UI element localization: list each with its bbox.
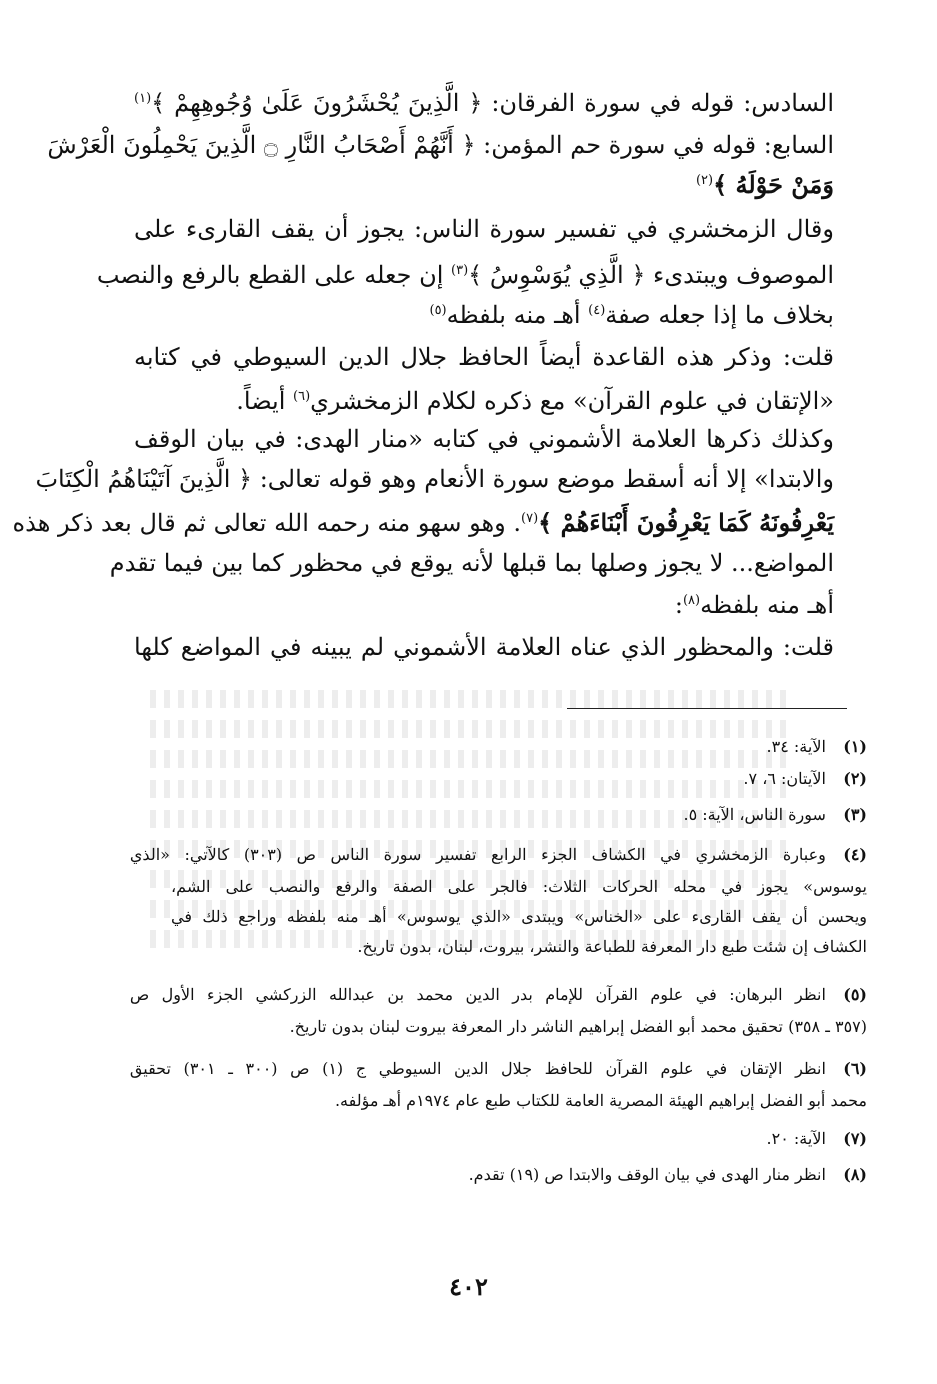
footnote-text: وعبارة الزمخشري في الكشاف الجزء الرابع تفسير سورة الناس ص (٣٠٣) كالآتي: «الذي [129, 845, 826, 864]
footnote-number: (٤) [843, 845, 867, 864]
footnote-ref[interactable]: (٨) [682, 593, 701, 608]
body-line: يَعْرِفُونَهُ كَمَا يَعْرِفُونَ أَبْنَاءَهُمْ ﴾$^{(٧)}$. وهو سهو منه رحمه الله تعالى ثم قال بعد ذكر هذه [12, 508, 834, 537]
body-line: أهـ منه بلفظه$^{(٨)}$: [674, 591, 834, 619]
footnote-item [132, 1160, 867, 1190]
footnote-item [132, 1124, 867, 1154]
body-line: قلت: وذكر هذه القاعدة أيضاً الحافظ جلال الدين السيوطي في كتابه [134, 343, 834, 371]
body-line: المواضع... لا يجوز وصلها بما قبلها لأنه يوقع في محظور كما بين فيما تقدم [109, 549, 834, 577]
footnote-item [129, 840, 867, 870]
footnote-number: (٧) [843, 1129, 867, 1148]
footnote-item [132, 764, 867, 794]
body-line: بخلاف ما إذا جعله صفة$^{(٤)}$ أهـ منه بلفظه$^{(٥)}$ [429, 301, 834, 329]
footnote-text: الآية: ٣٤. [766, 737, 826, 756]
footnote-continuation: الكشاف إن شئت طبع دار المعرفة للطباعة والنشر، بيروت، لبنان، بدون تاريخ. [357, 937, 867, 956]
footnote-continuation: ويحسن أن يقف القارىء على «الخناس» ويبتدى «الذي يوسوس» أهـ منه بلفظه وراجع ذلك في [171, 907, 867, 926]
footnote-ref[interactable]: (٥) [429, 303, 447, 318]
footnote-continuation: يوسوس» يجوز في محله الحركات الثلاث: فالجر على الصفة والرفع والنصب على الشم، [171, 877, 867, 896]
footnote-text: الآية: ٢٠. [766, 1129, 826, 1148]
footnote-number: (٢) [843, 769, 867, 788]
footnote-number: (٨) [843, 1165, 867, 1184]
body-line: وَمَنْ حَوْلَهُ ﴾$^{(٢)}$ [695, 170, 834, 199]
footnote-item [129, 980, 867, 1010]
footnote-text: انظر الإتقان في علوم القرآن للحافظ جلال الدين السيوطي ج (١) ص (٣٠٠ ـ ٣٠١) تحقيق [129, 1059, 826, 1078]
footnote-item [132, 732, 867, 762]
footnote-item [132, 800, 867, 830]
footnote-ref[interactable]: (٤) [588, 303, 606, 318]
footnote-text: الآيتان: ٦، ٧. [743, 769, 826, 788]
footnote-ref[interactable]: (٦) [293, 389, 311, 404]
footnote-ref[interactable]: (٧) [521, 511, 539, 526]
footnote-ref[interactable]: (٢) [695, 173, 714, 188]
body-line: السابع: قوله في سورة حم المؤمن: ﴿ أَنَّهُمْ أَصْحَابُ النَّارِ ۝ الَّذِينَ يَحْمِلُونَ الْعَرْشَ [47, 131, 834, 159]
body-line: وقال الزمخشري في تفسير سورة الناس: يجوز أن يقف القارىء على [134, 215, 834, 243]
footnote-continuation: (٣٥٧ ـ ٣٥٨) تحقيق محمد أبو الفضل إبراهيم الناشر دار المعرفة بيروت لبنان بدون تاريخ. [289, 1017, 867, 1036]
body-line: وكذلك ذكرها العلامة الأشموني في كتابه «منار الهدى: في بيان الوقف [134, 425, 834, 453]
footnote-number: (٦) [843, 1059, 867, 1078]
body-line: «الإتقان في علوم القرآن» مع ذكره لكلام الزمخشري$^{(٦)}$ أيضاً. [236, 387, 834, 415]
footnote-separator [567, 708, 847, 709]
body-line: قلت: والمحظور الذي عناه العلامة الأشموني لم يبينه في المواضع كلها [134, 633, 834, 661]
footnote-text: انظر منار الهدى في بيان الوقف والابتدا ص (١٩) تقدم. [468, 1165, 826, 1184]
footnote-text: انظر البرهان: في علوم القرآن للإمام بدر الدين محمد بن عبدالله الزركشي الجزء الأول ص [129, 985, 826, 1004]
body-line: السادس: قوله في سورة الفرقان: ﴿ الَّذِينَ يُحْشَرُونَ عَلَىٰ وُجُوهِهِمْ ﴾$^{(١)}$ [134, 89, 834, 117]
footnote-item [129, 1054, 867, 1084]
footnote-ref[interactable]: (١) [134, 91, 152, 106]
footnote-number: (٣) [843, 805, 867, 824]
body-line: والابتدا» إلا أنه أسقط موضع سورة الأنعام وهو قوله تعالى: ﴿ الَّذِينَ آتَيْنَاهُمُ الْكِتَابَ [35, 465, 834, 493]
footnote-number: (٥) [843, 985, 867, 1004]
footnote-ref[interactable]: (٣) [451, 263, 469, 278]
footnote-text: سورة الناس، الآية: ٥. [683, 805, 826, 824]
footnote-number: (١) [843, 737, 867, 756]
body-line: الموصوف ويبتدىء ﴿ الَّذِي يُوَسْوِسُ ﴾$^{(٣)}$ إن جعله على القطع بالرفع والنصب [96, 261, 834, 289]
footnote-continuation: محمد أبو الفضل إبراهيم الهيئة المصرية العامة للكتاب طبع عام ١٩٧٤م أهـ مؤلفه. [334, 1091, 867, 1110]
page-number: ٤٠٢ [449, 1272, 488, 1301]
